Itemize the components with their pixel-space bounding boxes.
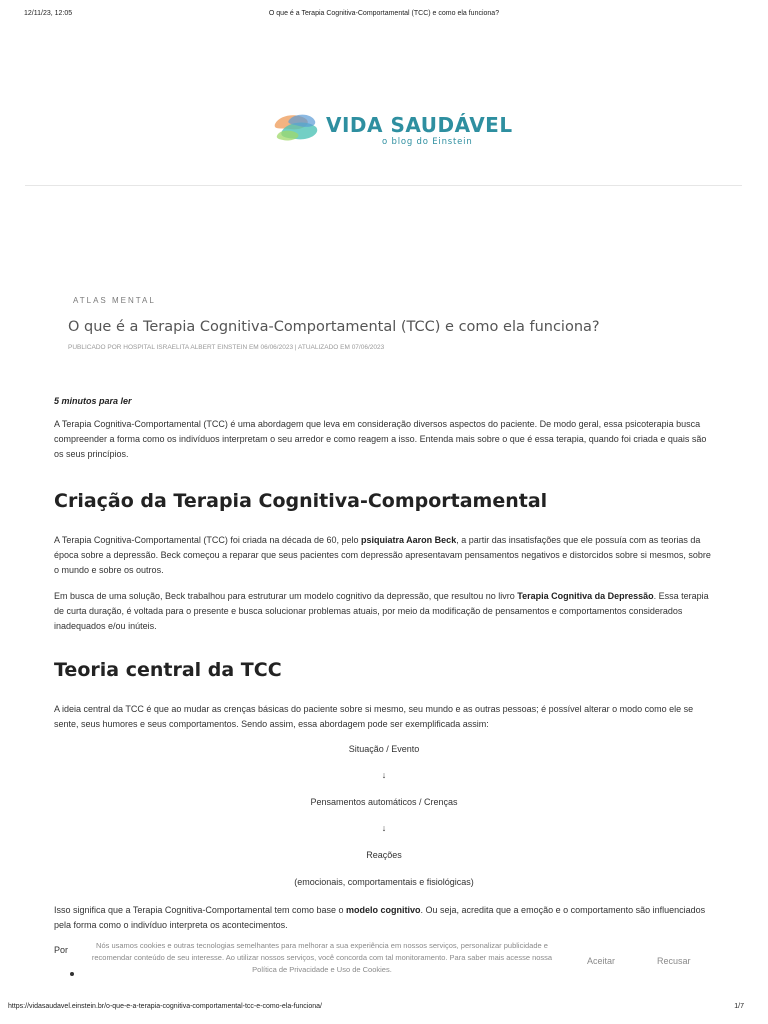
flow-step-situation: Situação / Evento [348, 744, 420, 754]
header-divider [25, 185, 742, 186]
logo-subtitle: o blog do Einstein [382, 137, 473, 147]
flow-step-reactions: Reações [366, 850, 402, 860]
logo-title: VIDA SAUDÁVEL [326, 113, 513, 137]
bold-text-cognitive-model: modelo cognitivo [345, 905, 421, 915]
bold-text-book-title: Terapia Cognitiva da Depressão [517, 591, 654, 601]
bullet-dot [70, 972, 74, 976]
flow-arrow-2: ↓ [381, 823, 387, 833]
cookie-reject-button[interactable]: Recusar [657, 956, 691, 966]
theory-paragraph-1: A ideia central da TCC é que ao mudar as crenças básicas do paciente sobre si mesmo, seu mundo e as outras pessoas; é possível alterar o modo como ele se sente, seus humores e seus comportamentos. Sendo assim, essa abordagem pode ser exemplificada assim: [54, 704, 694, 729]
article-meta: PUBLICADO POR HOSPITAL ISRAELITA ALBERT EINSTEIN EM 06/06/2023 | ATUALIZADO EM 07/06/2023 [68, 344, 385, 351]
print-page-number: 1/7 [734, 1003, 744, 1010]
site-logo[interactable] [272, 108, 513, 152]
partial-paragraph-start: Por [54, 945, 69, 955]
print-datetime: 12/11/23, 12:05 [24, 10, 73, 17]
intro-paragraph: A Terapia Cognitiva-Comportamental (TCC) é uma abordagem que leva em consideração diversos aspectos do paciente. De modo geral, essa psicoterapia busca compreender a forma como os indivíduos interpretam o seu arredor e como reagem a isso. Entenda mais sobre o que é essa terapia, quando foi criada e quais são os seus princípios. [54, 419, 707, 459]
flow-step-reactions-detail: (emocionais, comportamentais e fisiológicas) [294, 877, 474, 887]
theory-paragraph-2: Isso significa que a Terapia Cognitiva-Comportamental tem como base o modelo cognitivo. Ou seja, acredita que a emoção e o comportamento são influenciados pela forma como o indivíduo interpreta os acontecimentos. [54, 905, 706, 930]
flow-step-thoughts: Pensamentos automáticos / Crenças [310, 797, 458, 807]
article-title: O que é a Terapia Cognitiva-Comportamental (TCC) e como ela funciona? [68, 319, 600, 335]
article-category[interactable]: ATLAS MENTAL [73, 296, 156, 305]
article-content [54, 396, 714, 933]
bold-text-aaron-beck: psiquiatra Aaron Beck [361, 535, 457, 545]
cookie-consent-bar [0, 936, 768, 988]
cookie-notice-text: Nós usamos cookies e outras tecnologias semelhantes para melhorar a sua experiência em nossos serviços, personalizar publicidade e recomendar conteúdo de seu interesse. Ao utilizar nossos serviços, você concorda com tal monitoramento. Para saber mais acesse nossa Política de Privacidade e Uso de Cookies. [91, 941, 553, 974]
section-heading-theory: Teoria central da TCC [54, 659, 282, 681]
read-time: 5 minutos para ler [54, 396, 132, 406]
creation-paragraph-1: A Terapia Cognitiva-Comportamental (TCC) foi criada na década de 60, pelo psiquiatra Aaron Beck, a partir das insatisfações que ele possuía com as teorias da época sobre a depressão. Beck começou a reparar que seus pacientes com depressão apresentavam pensamentos negativos e distorcidos sobre si mesmos, sobre o mundo e sobre os outros. [54, 535, 711, 575]
print-url: https://vidasaudavel.einstein.br/o-que-e-a-terapia-cognitiva-comportamental-tcc-e-como-ela-funciona/ [8, 1003, 322, 1010]
cookie-accept-button[interactable]: Aceitar [587, 956, 616, 966]
print-page-title: O que é a Terapia Cognitiva-Comportamental (TCC) e como ela funciona? [268, 10, 500, 17]
flow-arrow-1: ↓ [381, 770, 387, 780]
logo-mark-icon [272, 110, 320, 144]
creation-paragraph-2: Em busca de uma solução, Beck trabalhou para estruturar um modelo cognitivo da depressão, que resultou no livro Terapia Cognitiva da Depressão. Essa terapia de curta duração, é voltada para o presente e busca solucionar problemas atuais, por meio da modificação de pensamentos e comportamentos considerados inadequados e/ou inúteis. [54, 591, 709, 631]
section-heading-creation: Criação da Terapia Cognitiva-Comportamental [54, 490, 548, 512]
cognitive-model-flow [54, 744, 714, 891]
